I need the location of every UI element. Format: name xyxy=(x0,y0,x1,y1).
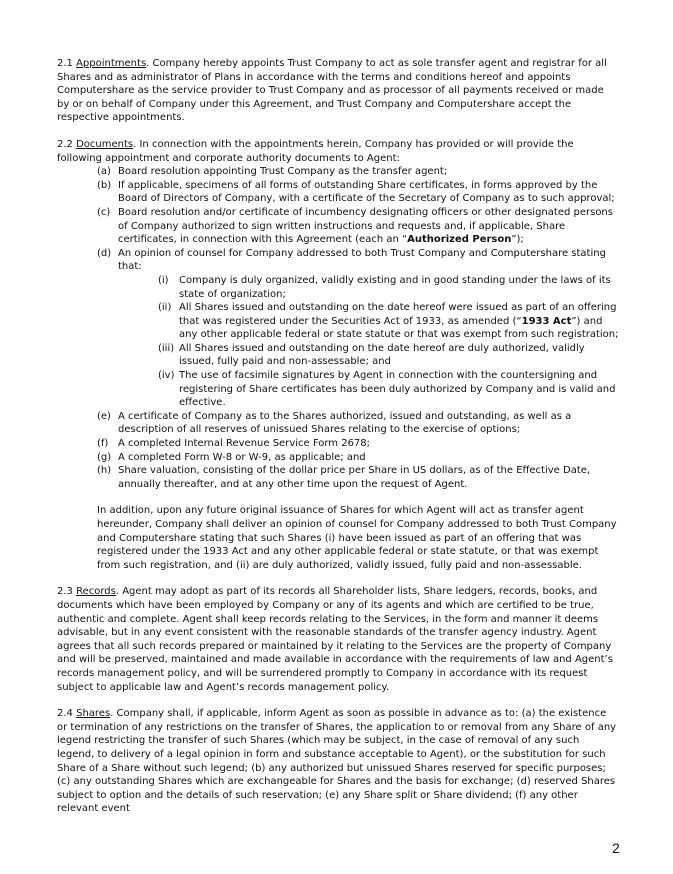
item-text: A certificate of Company as to the Shares authorized, issued and outstanding, as well as a description of all reserves of unissued Shares relating to the exercise of options; xyxy=(118,410,572,436)
list-item xyxy=(57,165,619,179)
list-item xyxy=(57,247,619,274)
section-body: . In connection with the appointments herein, Company has provided or will provide the following appointment and corporate authority documents to Agent: xyxy=(57,138,574,164)
item-text: A completed Form W-8 or W-9, as applicable; and xyxy=(118,451,366,463)
section-title: Records xyxy=(76,586,116,598)
item-label: (d) xyxy=(97,247,112,259)
section-title: Appointments xyxy=(76,58,147,69)
section-number: 2.1 xyxy=(57,58,73,69)
section-2-3 xyxy=(57,585,619,694)
item-label: (c) xyxy=(97,206,111,218)
sub-list-item xyxy=(57,342,619,369)
item-label: (g) xyxy=(97,451,112,463)
item-text: Share valuation, consisting of the dollar price per Share in US dollars, as of the Effective Date, annually thereafter, and at any other time upon the request of Agent. xyxy=(118,465,591,490)
item-text: If applicable, specimens of all forms of outstanding Share certificates, in forms approved by the Board of Directors of Company, with a certificate of the Secretary of Company as to such approval; xyxy=(118,179,615,205)
section-title: Documents xyxy=(76,138,134,150)
document-list xyxy=(57,165,619,491)
item-label: (f) xyxy=(97,438,109,450)
section-body: . Agent may adopt as part of its records all Shareholder lists, Share ledgers, records, books, and documents which have been employed by Company or any of its agents and which are certified to be true, authentic and complete. Agent shall keep records relating to the Services, in the form and manner it deems advisable, but in any event consistent with the reasonable standards of the transfer agency industry. Agent agrees that all such records prepared or maintained by it relating to the Services are the property of Company and will be preserved, maintained and made available in accordance with the requirements of law and Agent’s records management policy, and will be surrendered promptly to Company in accordance with its request subject to applicable law and Agent’s records management policy. xyxy=(57,586,613,693)
item-text: ”); xyxy=(511,234,524,246)
item-label: (i) xyxy=(158,274,169,286)
section-title: Shares xyxy=(76,708,111,720)
list-item xyxy=(57,206,619,247)
defined-term: Authorized Person xyxy=(407,234,512,246)
section-number: 2.3 xyxy=(57,586,73,598)
list-item xyxy=(57,451,619,465)
item-text: ”) and any other applicable federal or state statute or that was exempt from such registration; xyxy=(179,315,619,341)
document-page xyxy=(57,57,619,829)
list-item xyxy=(57,410,619,437)
closing-paragraph: In addition, upon any future original issuance of Shares for which Agent will act as transfer agent hereunder, Company shall deliver an opinion of counsel for Company addressed to both Trust Company and Computershare stating that such Shares (i) have been issued as part of an offering that was registered under the 1933 Act and any other applicable federal or state statute, or that was exempt from such registration, and (ii) are duly authorized, validly issued, fully paid and non-assessable. xyxy=(97,505,617,571)
item-label: (iv) xyxy=(158,370,175,382)
section-body: . Company shall, if applicable, inform Agent as soon as possible in advance as to: (a) the existence or termination of any restrictions on the transfer of Shares, the application to or removal from any Share of any legend restricting the transfer of such Shares (which may be subject, in the case of removal of any such legend, to delivery of a legal opinion in form and substance acceptable to Agent), or the substitution for such Share of a Share without such legend; (b) any authorized but unissued Shares reserved for specific purposes; (c) any outstanding Shares which are exchangeable for Shares and the basis for exchange; (d) reserved Shares subject to option and the details of such reservation; (e) any Share split or Share dividend; (f) any other relevant event xyxy=(57,708,617,815)
item-text: Company is duly organized, validly existing and in good standing under the laws of its state of organization; xyxy=(179,274,611,300)
sub-list-item xyxy=(57,369,619,410)
item-text: All Shares issued and outstanding on the date hereof were issued as part of an offering that was registered under the Securities Act of 1933, as amended (“ xyxy=(179,302,617,327)
section-body: . Company hereby appoints Trust Company to act as sole transfer agent and registrar for all Shares and as administrator of Plans in accordance with the terms and conditions hereof and appoints Computershare as the service provider to Trust Company and as processor of all payments received or made by or on behalf of Company under this Agreement, and Trust Company and Computershare accept the respective appointments. xyxy=(57,58,607,124)
sub-list-item xyxy=(57,301,619,342)
item-label: (iii) xyxy=(158,342,175,354)
list-item xyxy=(57,179,619,206)
item-label: (b) xyxy=(97,179,112,191)
item-text: The use of facsimile signatures by Agent in connection with the countersigning and registering of Share certificates has been duly authorized by Company and is valid and effective. xyxy=(179,370,616,409)
item-text: Board resolution and/or certificate of incumbency designating officers or other designated persons of Company authorized to sign written instructions and requests and, if applicable, Share certificates, in connection with this Agreement (each an “ xyxy=(118,206,613,246)
section-2-2 xyxy=(57,138,619,572)
sub-list-item xyxy=(57,274,619,301)
list-item xyxy=(57,464,619,491)
item-label: (a) xyxy=(97,166,111,178)
section-number: 2.4 xyxy=(57,708,73,720)
defined-term: 1933 Act xyxy=(521,315,572,327)
item-label: (e) xyxy=(97,410,111,422)
item-text: A completed Internal Revenue Service Form 2678; xyxy=(118,438,371,450)
item-label: (ii) xyxy=(158,302,172,314)
item-text: Board resolution appointing Trust Company as the transfer agent; xyxy=(118,166,448,178)
list-item xyxy=(57,437,619,451)
page-number: 2 xyxy=(612,840,620,856)
section-2-4 xyxy=(57,707,619,816)
section-intro xyxy=(57,138,619,165)
item-text: All Shares issued and outstanding on the date hereof are duly authorized, validly issued, fully paid and non-assessable; and xyxy=(179,342,585,368)
item-label: (h) xyxy=(97,465,112,477)
item-text: An opinion of counsel for Company addressed to both Trust Company and Computershare stating that: xyxy=(118,247,606,273)
section-number: 2.2 xyxy=(57,138,73,150)
section-2-1 xyxy=(57,57,619,125)
